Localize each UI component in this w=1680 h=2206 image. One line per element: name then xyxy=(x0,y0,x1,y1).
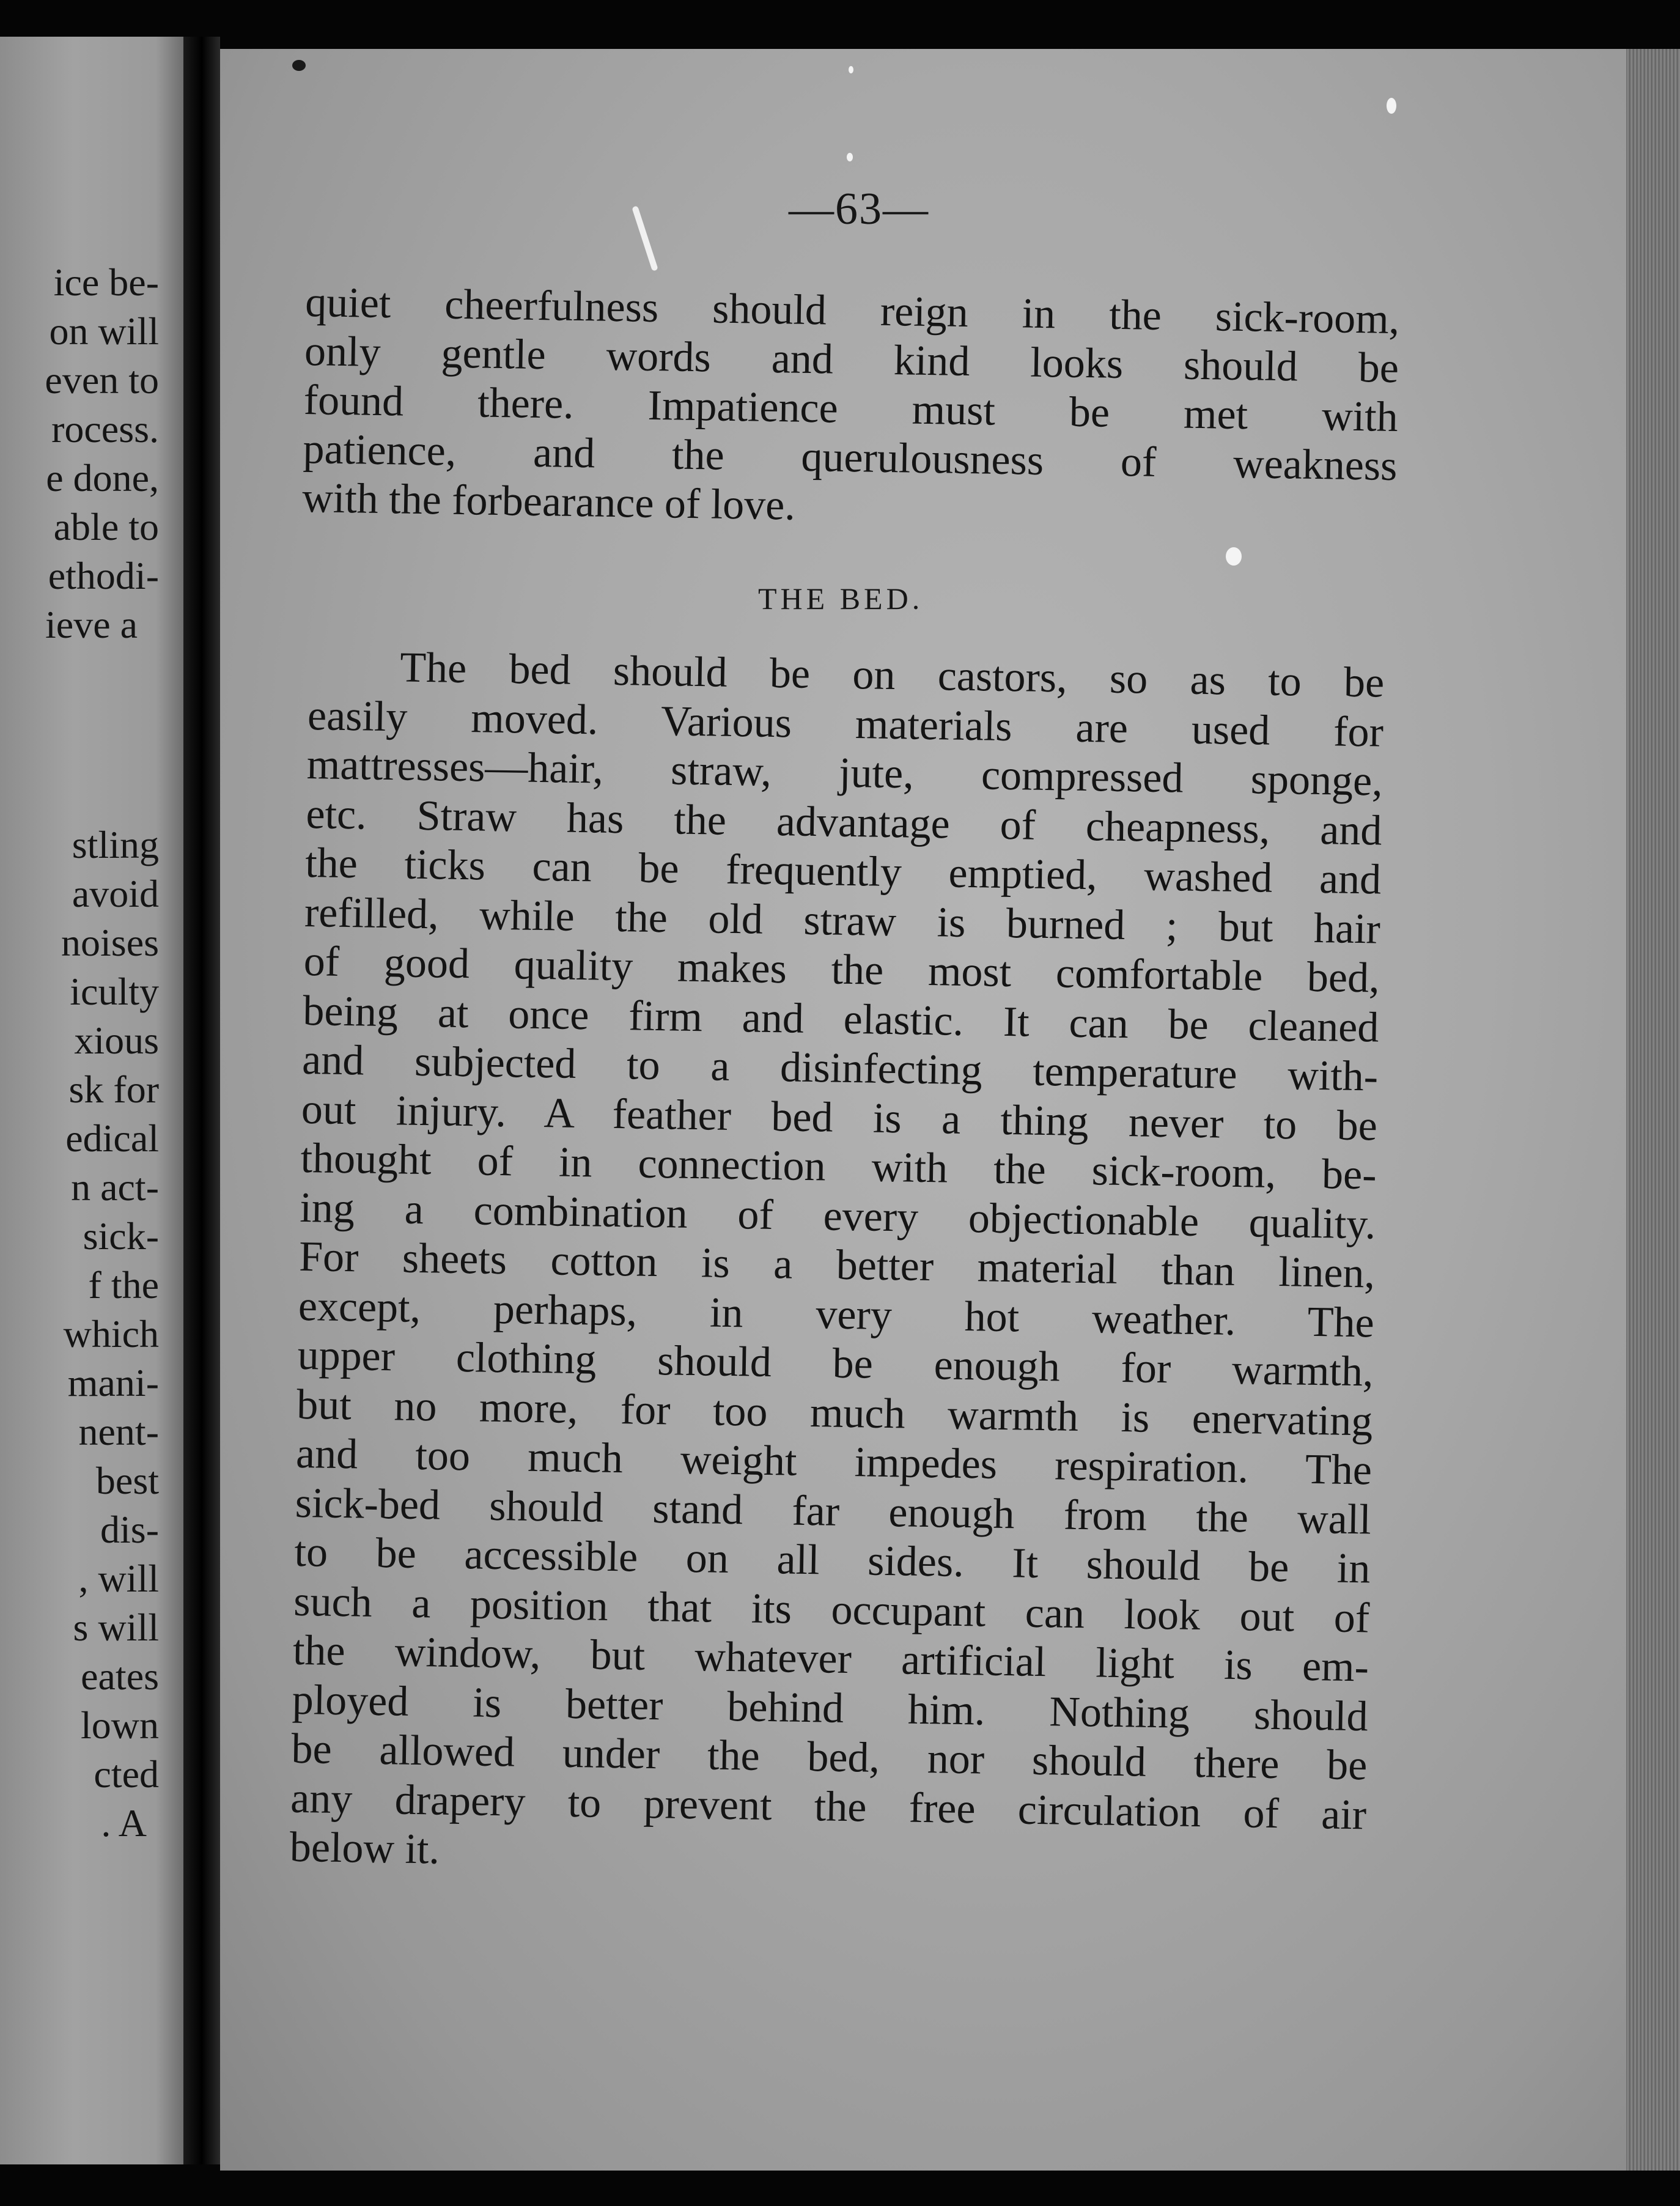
left-fragment: which xyxy=(63,1312,159,1356)
left-fragment: nent- xyxy=(78,1410,159,1453)
text-line: easily moved. Various materials are used for xyxy=(307,692,1384,756)
text-line: to be accessible on all sides. It should be in xyxy=(294,1528,1371,1593)
text-line: mattresses—hair, straw, jute, compressed sponge, xyxy=(306,740,1383,805)
text-line: upper clothing should be enough for warmth, xyxy=(297,1331,1374,1396)
paragraph-1 xyxy=(302,278,1400,540)
left-fragment: f the xyxy=(88,1263,159,1307)
text-line: etc. Straw has the advantage of cheapness, and xyxy=(305,790,1382,855)
left-fragment: dis- xyxy=(100,1508,159,1551)
page-stack-edge xyxy=(1626,49,1680,2171)
text-line: thought of in connection with the sick-room, be- xyxy=(300,1134,1377,1199)
text-line: ing a combination of every objectionable quality. xyxy=(299,1184,1376,1249)
left-fragment: avoid xyxy=(72,872,159,915)
left-fragment: ethodi- xyxy=(48,554,159,597)
left-fragment: lown xyxy=(81,1703,159,1747)
left-fragment: eates xyxy=(81,1654,159,1698)
text-line: except, perhaps, in very hot weather. The xyxy=(298,1282,1375,1347)
text-line: the ticks can be frequently emptied, washed and xyxy=(304,839,1382,904)
dust-speck xyxy=(1226,547,1242,566)
text-line: found there. Impatience must be met with xyxy=(303,376,1399,441)
left-fragment: on will xyxy=(49,309,159,353)
text-line: such a position that its occupant can look out of xyxy=(293,1577,1370,1642)
left-fragment: , will xyxy=(78,1557,159,1600)
left-fragment: e done, xyxy=(46,456,159,500)
text-line: For sheets cotton is a better material than linen, xyxy=(298,1233,1376,1297)
text-line: ployed is better behind him. Nothing should xyxy=(292,1676,1369,1740)
dust-speck xyxy=(849,66,853,73)
text-line: but no more, for too much warmth is enervating xyxy=(296,1381,1373,1445)
left-fragment: . A xyxy=(101,1801,147,1845)
text-line: sick-bed should stand far enough from the wall xyxy=(295,1479,1372,1543)
text-line: the window, but whatever artificial light is em- xyxy=(292,1626,1369,1691)
text-line: be allowed under the bed, nor should there be xyxy=(290,1725,1368,1790)
text-line: refilled, while the old straw is burned ; but hair xyxy=(304,888,1381,953)
left-fragment: noises xyxy=(61,921,159,964)
text-line: of good quality makes the most comfortable bed, xyxy=(303,937,1380,1002)
left-fragment: rocess. xyxy=(51,407,159,451)
page-number: —63— xyxy=(789,184,929,234)
paragraph-2 xyxy=(289,642,1384,1889)
left-fragment: sk for xyxy=(68,1068,159,1111)
text-line: patience, and the querulousness of weakness xyxy=(303,425,1398,490)
section-heading: THE BED. xyxy=(758,581,924,616)
text-line: below it. xyxy=(289,1823,440,1873)
book-gutter xyxy=(183,37,220,2164)
left-fragment: iculty xyxy=(70,970,159,1013)
text-line: and too much weight impedes respiration. The xyxy=(295,1429,1372,1494)
text-line: out injury. A feather bed is a thing never to be xyxy=(301,1085,1378,1150)
left-fragment: even to xyxy=(45,358,159,402)
dust-speck xyxy=(847,153,853,161)
left-fragment: able to xyxy=(53,505,159,548)
text-line: The bed should be on castors, so as to be xyxy=(399,644,1385,707)
left-fragment: cted xyxy=(94,1752,159,1796)
ink-blot xyxy=(292,60,306,71)
left-fragment: xious xyxy=(74,1019,159,1062)
text-line: and subjected to a disinfecting temperature with- xyxy=(301,1036,1379,1101)
text-line: any drapery to prevent the free circulation of air xyxy=(290,1774,1367,1839)
dust-speck xyxy=(1387,98,1396,114)
text-line: with the forbearance of love. xyxy=(301,474,796,529)
text-line: only gentle words and kind looks should be xyxy=(304,327,1399,393)
left-fragment: edical xyxy=(65,1116,159,1160)
left-fragment: s will xyxy=(73,1606,159,1649)
left-fragment: sick- xyxy=(83,1214,159,1258)
left-fragment: ice be- xyxy=(53,260,159,304)
left-fragment: mani- xyxy=(67,1361,159,1404)
left-fragment: ieve a xyxy=(45,603,138,646)
left-fragment: stling xyxy=(72,823,159,866)
previous-page-edge xyxy=(0,37,183,2164)
left-fragment: n act- xyxy=(71,1165,159,1209)
left-fragment: best xyxy=(95,1459,159,1502)
text-line: being at once firm and elastic. It can be cleaned xyxy=(302,987,1379,1052)
text-line: quiet cheerfulness should reign in the sick-room, xyxy=(304,278,1400,344)
